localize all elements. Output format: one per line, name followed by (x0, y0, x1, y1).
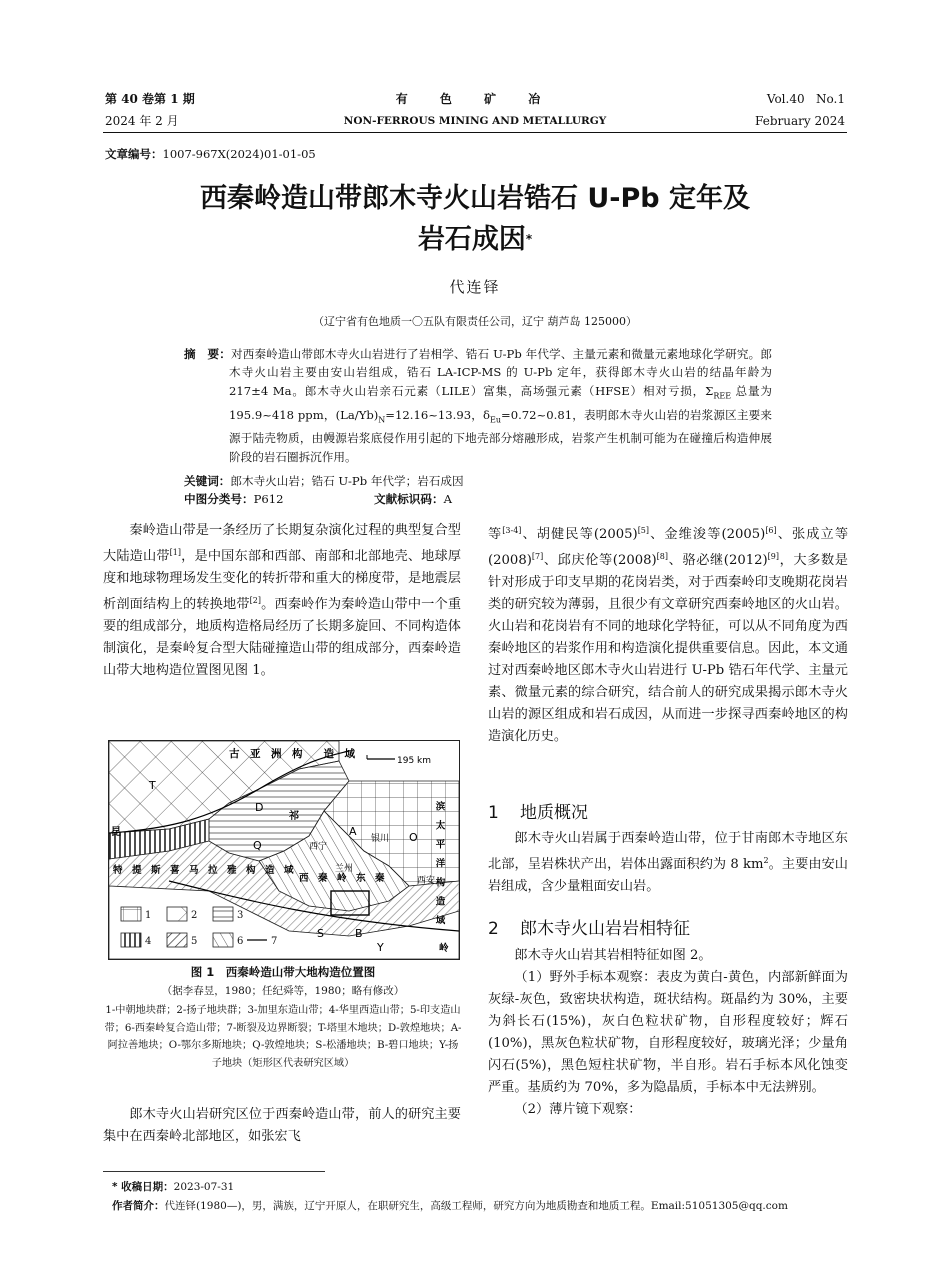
label-B: B (355, 927, 363, 940)
label-xian: 西安 (417, 876, 436, 886)
left-column-study-area (103, 1104, 461, 1148)
section-2-title: 郎木寺火山岩岩相特征 (520, 919, 690, 939)
section-2-heading (488, 914, 848, 939)
bio-value: 代连铎(1980—)，男，满族，辽宁开原人，在职研究生，高级工程师，研究方向为地质勘查和地质工程。Email:51051305@qq.com (164, 1200, 788, 1212)
label-O: O (409, 831, 418, 844)
section-1-body (488, 828, 848, 898)
section-2-number: 2 (488, 919, 499, 939)
rc-text-g: ，大多数是针对形成于印支早期的花岗岩类，对于西秦岭印支晚期花岗岩类的研究较为薄弱，且很少有文章研究西秦岭地区的火山岩。火山岩和花岗岩有不同的地球化学特征，可以从不同角度为西秦岭地区的岩浆作用和构造演化提供重要信息。因此，本文通过对西秦岭地区郎木寺火山岩进行 U-Pb 锆石年代学、主量元素、微量元素的综合研究，结合前人的研究成果揭示郎木寺火山岩的源区组成和岩石成因，从而进一步探寻西秦岭地区的构造演化历史。 (488, 553, 848, 744)
label-tethys: 特 提 斯 喜 马 拉 雅 构 造 域 (113, 865, 294, 876)
author-bio (112, 1197, 852, 1216)
title-line-1: 西秦岭造山带郎木寺火山岩锆石 U-Pb 定年及 (199, 183, 751, 214)
study-area-paragraph: 郎木寺火山岩研究区位于西秦岭造山带，前人的研究主要集中在西秦岭北部地区，如张宏飞 (103, 1107, 461, 1144)
ref-8[interactable]: [8] (656, 552, 668, 561)
footnote (112, 1178, 852, 1216)
ref-1[interactable]: [1] (169, 548, 182, 557)
ref-2[interactable]: [2] (249, 596, 262, 605)
legend-num-3: 3 (237, 910, 244, 921)
tectonic-map (109, 741, 459, 959)
journal-name-cn: 有 色 矿 冶 (395, 92, 555, 106)
label-pacific-text: 滨 太 平 洋 构 造 域 (433, 801, 445, 925)
received-label: * 收稿日期： (112, 1181, 174, 1193)
abstract-text-3: =12.16~13.93，δ (385, 407, 491, 422)
abstract-text: 对西秦岭造山带郎木寺火山岩进行了岩相学、锆石 U-Pb 年代学、主量元素和微量元素地球化学研究。郎木寺火山岩主要由安山岩组成，锆石 LA-ICP-MS 的 U-Pb 定年，获得郎木寺火山岩的结晶年龄为 217±4 Ma。郎木寺火山岩亲石元素（LILE）富集，高场强元素（HFSE）相对亏损，Σ (229, 347, 772, 398)
figure-1-map (108, 740, 460, 960)
article-number-label: 文章编号： (105, 147, 163, 161)
abstract-text-4: =0.72~0.81，表明郎木寺火山岩的岩浆源区主要来源于陆壳物质，由幔源岩浆底侵作用引起的下地壳部分熔融形成，岩浆产生机制可能为在碰撞后构造伸展阶段的岩石圈拆沉作用。 (229, 407, 772, 464)
right-column-intro (488, 520, 848, 748)
section-2-paragraph-1: 郎木寺火山岩其岩相特征如图 2。 (514, 948, 712, 963)
section-2-paragraph-3: （2）薄片镜下观察： (514, 1102, 642, 1117)
legend-num-6: 6 (237, 936, 244, 947)
paper-title (103, 178, 847, 260)
doc-code-label: 文献标识码： (374, 492, 444, 506)
section-2-body (488, 945, 848, 1121)
doc-code-value: A (443, 492, 452, 506)
volume-en: Vol.40 No.1 (766, 92, 845, 106)
rc-text-c: 、金维浚等(2005) (649, 527, 766, 542)
label-ling: 岭 (439, 943, 449, 954)
article-number (105, 146, 316, 162)
label-qinling: 西 秦 岭 东 秦 (299, 873, 385, 884)
rc-text-f: 、骆必继(2012) (668, 553, 768, 568)
rc-text-d: 、张成立等(2008) (488, 527, 849, 568)
footnote-rule (103, 1171, 325, 1172)
abstract (184, 345, 772, 466)
left-column-intro (103, 520, 461, 682)
intro-text-b: ，是中国东部和西部、南部和北部地壳、地球厚度和地球物理场发生变化的转折带和重大的梯度带，是地震层析剖面结构上的转换地带 (103, 549, 462, 612)
header-rule (103, 132, 847, 133)
rc-text-b: 、胡健民等(2005) (521, 527, 638, 542)
label-lanzhou: 兰州 (335, 864, 354, 874)
section-1-paragraph (488, 828, 848, 898)
classification (184, 491, 784, 507)
volume-cn: 第 40 卷第 1 期 (105, 92, 195, 106)
title-line-2: 岩石成因 (417, 224, 526, 255)
journal-name-en: NON-FERROUS MINING AND METALLURGY (343, 115, 607, 127)
date-en: February 2024 (755, 114, 845, 128)
label-xining: 西宁 (309, 842, 328, 852)
section-1-number: 1 (488, 803, 499, 823)
legend-num-7: 7 (271, 936, 278, 947)
section-1-heading (488, 798, 848, 823)
label-yinchuan: 银川 (371, 834, 390, 844)
label-Y: Y (377, 941, 384, 954)
intro-text-a: 秦岭造山带是一条经历了长期复杂演化过程的典型复合型大陆造山带 (103, 523, 461, 564)
keywords (184, 472, 784, 491)
sec1-text-a: 郎木寺火山岩属于西秦岭造山带，位于甘南郎木寺地区东北部，呈岩株状产出，岩体出露面积约为 8 km (488, 831, 848, 872)
n-subscript: N (378, 414, 386, 424)
keywords-label: 关键词： (184, 474, 231, 488)
section-1-title: 地质概况 (520, 803, 588, 823)
intro-continued (488, 520, 848, 748)
clc-value: P612 (253, 492, 284, 506)
label-A: A (349, 825, 357, 838)
legend-num-4: 4 (145, 936, 152, 947)
legend-num-5: 5 (191, 936, 198, 947)
keywords-value: 郎木寺火山岩；锆石 U-Pb 年代学；岩石成因 (230, 474, 464, 488)
sec1-text-b: 。主要由安山岩组成，含少量粗面安山岩。 (488, 857, 848, 894)
eu-subscript: Eu (490, 414, 502, 424)
rc-text-a: 等 (488, 527, 503, 542)
label-scale: 195 km (397, 756, 432, 766)
header-left (105, 88, 195, 132)
ref-7[interactable]: [7] (531, 552, 544, 561)
figure-legend-text: 1-中朝地块群；2-扬子地块群；3-加里东造山带；4-华里西造山带；5-印支造山带；6-西秦岭复合造山带；7-断裂及边界断裂；T-塔里木地块；D-敦煌地块；A-阿拉善地块；O-鄂尔多斯地块；Q-敦煌地块；S-松潘地块；B-碧口地块；Y-扬子地块（矩形区代表研究区域） (104, 1005, 462, 1069)
label-T: T (149, 779, 156, 792)
ref-9[interactable]: [9] (767, 552, 779, 561)
label-D: D (255, 801, 264, 814)
title-footnote-mark: * (525, 232, 533, 246)
ref-5[interactable]: [5] (637, 526, 650, 535)
label-kun: 昆 (111, 827, 121, 838)
header-right (755, 88, 845, 132)
ref-6[interactable]: [6] (765, 526, 777, 535)
label-pacific (434, 800, 447, 925)
label-qilian: 祁 (289, 811, 299, 822)
received-date (112, 1178, 852, 1197)
header-center (320, 88, 630, 132)
intro-paragraph (103, 520, 461, 682)
label-S: S (317, 927, 324, 940)
km2-superscript: 2 (763, 856, 769, 865)
legend-num-1: 1 (145, 910, 152, 921)
figure-caption: 图 1 西秦岭造山带大地构造位置图 (190, 965, 376, 979)
legend-num-2: 2 (191, 910, 198, 921)
abstract-label: 摘 要： (184, 347, 231, 361)
intro-text-c: 。西秦岭作为秦岭造山带中一个重要的组成部分，地质构造格局经历了长期多旋回、不同构造体制演化，是秦岭复合型大陆碰撞造山带的组成部分，西秦岭造山带大地构造位置图见图 1。 (103, 597, 462, 678)
ree-subscript: REE (713, 391, 732, 401)
clc-label: 中图分类号： (184, 492, 254, 506)
received-value: 2023-07-31 (173, 1181, 235, 1193)
bio-label: 作者简介： (112, 1200, 165, 1212)
abstract-text-2: 总量为 195.9~418 ppm，(La/Yb) (229, 383, 773, 422)
label-asia-domain: 古 亚 洲 构 造 域 (229, 748, 355, 760)
article-number-value: 1007-967X(2024)01-01-05 (162, 147, 316, 161)
author: 代连铎 (449, 278, 501, 296)
rc-text-e: 、邱庆伦等(2008) (543, 553, 657, 568)
section-2-paragraph-2: （1）野外手标本观察：表皮为黄白-黄色，内部新鲜面为灰绿-灰色，致密块状构造，斑状结构。斑晶约为 30%，主要为斜长石(15%)，灰白色粒状矿物，自形程度较好；辉石(10%)，黑灰色粒状矿物，自形程度较好，玻璃光泽；少量角闪石(5%)，黑色短柱状矿物，半自形。岩石手标本风化蚀变严重。基质约为 70%，多为隐晶质，手标本中无法辨别。 (488, 970, 848, 1095)
label-Q: Q (253, 839, 262, 852)
figure-source: （据李春昱，1980；任纪舜等，1980；略有修改） (161, 985, 405, 997)
date-cn: 2024 年 2 月 (105, 114, 179, 128)
affiliation: （辽宁省有色地质一〇五队有限责任公司，辽宁 葫芦岛 125000） (313, 315, 637, 328)
ref-3-4[interactable]: [3-4] (502, 526, 522, 535)
